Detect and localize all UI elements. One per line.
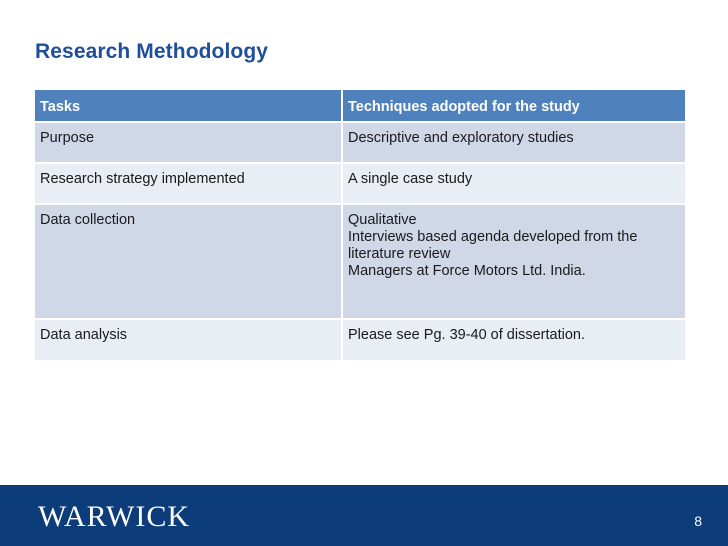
task-cell: Purpose (34, 122, 342, 163)
slide-title: Research Methodology (35, 40, 269, 63)
column-header-techniques: Techniques adopted for the study (342, 89, 686, 122)
technique-cell (342, 319, 686, 361)
technique-cell (342, 204, 686, 319)
table-row (34, 122, 686, 163)
technique-cell (342, 122, 686, 163)
page-number: 8 (694, 513, 702, 529)
table-row (34, 319, 686, 361)
technique-line: A single case study (348, 171, 473, 187)
task-cell: Research strategy implemented (34, 163, 342, 204)
methodology-table (33, 88, 687, 362)
table-header-row (34, 89, 686, 122)
table-row (34, 163, 686, 204)
technique-line: Managers at Force Motors Ltd. India. (348, 263, 586, 279)
column-header-tasks: Tasks (34, 89, 342, 122)
table-row (34, 204, 686, 319)
technique-line: Interviews based agenda developed from the (348, 229, 638, 245)
task-cell: Data analysis (34, 319, 342, 361)
footer-bar (0, 485, 728, 546)
task-cell: Data collection (34, 204, 342, 319)
warwick-logo: WARWICK (38, 500, 190, 533)
technique-cell (342, 163, 686, 204)
technique-line: Qualitative (348, 212, 417, 228)
technique-line: Descriptive and exploratory studies (348, 130, 574, 146)
technique-line: Please see Pg. 39-40 of dissertation. (348, 327, 585, 343)
technique-line: literature review (348, 246, 451, 262)
